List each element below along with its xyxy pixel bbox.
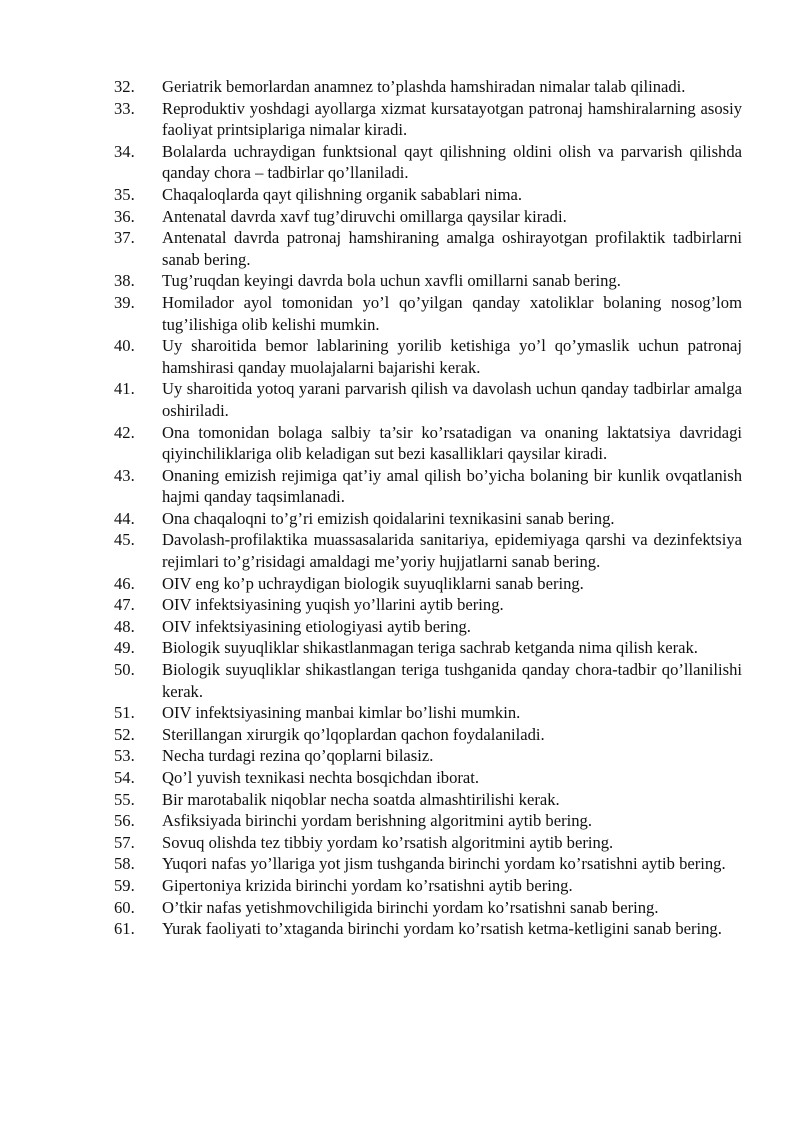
question-item — [114, 270, 742, 292]
question-item — [114, 616, 742, 638]
question-number: 60. — [114, 897, 135, 917]
question-item — [114, 335, 742, 378]
question-number: 42. — [114, 422, 135, 442]
question-item — [114, 227, 742, 270]
question-number: 48. — [114, 616, 135, 636]
question-text: Asfiksiyada birinchi yordam berishning algoritmini aytib bering. — [162, 811, 592, 831]
question-text: Ona chaqaloqni to’g’ri emizish qoidalarini texnikasini sanab bering. — [162, 508, 615, 528]
question-number: 40. — [114, 336, 135, 356]
question-item — [114, 724, 742, 746]
question-number: 34. — [114, 141, 135, 161]
question-item — [114, 702, 742, 724]
question-text: Biologik suyuqliklar shikastlanmagan teriga sachrab ketganda nima qilish kerak. — [162, 638, 698, 658]
question-item — [114, 637, 742, 659]
question-text: Antenatal davrda patronaj hamshiraning amalga oshirayotgan profilaktik tadbirlarni sanab bering. — [162, 228, 742, 269]
question-text: O’tkir nafas yetishmovchiligida birinchi yordam ko’rsatishni sanab bering. — [162, 897, 659, 917]
question-item — [114, 206, 742, 228]
question-item — [114, 594, 742, 616]
question-number: 57. — [114, 832, 135, 852]
question-number: 47. — [114, 595, 135, 615]
question-number: 41. — [114, 379, 135, 399]
question-item — [114, 573, 742, 595]
question-number: 46. — [114, 573, 135, 593]
question-text: Sovuq olishda tez tibbiy yordam ko’rsatish algoritmini aytib bering. — [162, 832, 614, 852]
question-text: OIV infektsiyasining manbai kimlar bo’lishi mumkin. — [162, 703, 521, 723]
question-text: Antenatal davrda xavf tug’diruvchi omillarga qaysilar kiradi. — [162, 206, 567, 226]
question-item — [114, 76, 742, 98]
question-item — [114, 767, 742, 789]
question-item — [114, 465, 742, 508]
question-number: 44. — [114, 508, 135, 528]
question-text: Biologik suyuqliklar shikastlangan teriga tushganida qanday chora-tadbir qo’llanilishi kerak. — [162, 660, 742, 701]
question-number: 38. — [114, 271, 135, 291]
question-text: OIV infektsiyasining yuqish yo’llarini aytib bering. — [162, 595, 504, 615]
question-item — [114, 789, 742, 811]
question-item — [114, 508, 742, 530]
question-item — [114, 659, 742, 702]
question-number: 35. — [114, 184, 135, 204]
question-item — [114, 529, 742, 572]
question-number: 58. — [114, 854, 135, 874]
question-text: Davolash-profilaktika muassasalarida sanitariya, epidemiyaga qarshi va dezinfektsiya rejimlari to’g’risidagi amaldagi me’yoriy hujjatlarni sanab bering. — [162, 530, 742, 572]
question-item — [114, 810, 742, 832]
question-text: Homilador ayol tomonidan yo’l qo’yilgan qanday xatoliklar bolaning nosog’lom tug’ilishiga olib kelishi mumkin. — [162, 292, 742, 334]
question-text: Sterillangan xirurgik qo’lqoplardan qachon foydalaniladi. — [162, 724, 545, 744]
question-item — [114, 745, 742, 767]
question-text: Geriatrik bemorlardan anamnez to’plashda hamshiradan nimalar talab qilinadi. — [162, 77, 686, 96]
question-item — [114, 897, 742, 919]
question-number: 56. — [114, 811, 135, 831]
question-number: 53. — [114, 746, 135, 766]
question-text: OIV infektsiyasining etiologiyasi aytib bering. — [162, 616, 471, 636]
question-number: 49. — [114, 638, 135, 658]
question-number: 59. — [114, 875, 135, 895]
question-item — [114, 378, 742, 421]
question-text: Bolalarda uchraydigan funktsional qayt qilishning oldini olish va parvarish qilishda qanday chora – tadbirlar qo’llaniladi. — [162, 141, 742, 183]
question-number: 32. — [114, 77, 135, 96]
question-item — [114, 292, 742, 335]
question-item — [114, 918, 742, 940]
question-text: Gipertoniya krizida birinchi yordam ko’rsatishni aytib bering. — [162, 875, 573, 895]
question-item — [114, 875, 742, 897]
question-text: Chaqaloqlarda qayt qilishning organik sabablari nima. — [162, 184, 523, 204]
question-text: Ona tomonidan bolaga salbiy ta’sir ko’rsatadigan va onaning laktatsiya davridagi qiyinchiliklariga olib keladigan sut bezi kasalliklari qaysilar kiradi. — [162, 422, 742, 464]
question-item — [114, 184, 742, 206]
question-item — [114, 853, 742, 875]
question-text: Necha turdagi rezina qo’qoplarni bilasiz. — [162, 746, 434, 766]
question-text: Yuqori nafas yo’llariga yot jism tushganda birinchi yordam ko’rsatishni aytib bering. — [162, 854, 726, 874]
question-number: 43. — [114, 465, 135, 485]
question-text: Bir marotabalik niqoblar necha soatda almashtirilishi kerak. — [162, 789, 560, 809]
question-text: Reproduktiv yoshdagi ayollarga xizmat kursatayotgan patronaj hamshiralarning asosiy faoliyat printsiplariga nimalar kiradi. — [162, 98, 742, 140]
question-number: 54. — [114, 768, 135, 787]
question-number: 33. — [114, 98, 135, 118]
question-text: Uy sharoitida bemor lablarining yorilib ketishiga yo’l qo’ymaslik uchun patronaj hamshirasi qanday muolajalarni bajarishi kerak. — [162, 336, 742, 377]
question-list — [114, 76, 742, 940]
question-number: 37. — [114, 228, 135, 248]
question-text: OIV eng ko’p uchraydigan biologik suyuqliklarni sanab bering. — [162, 573, 584, 593]
question-text: Yurak faoliyati to’xtaganda birinchi yordam ko’rsatish ketma-ketligini sanab bering. — [162, 919, 722, 939]
question-text: Onaning emizish rejimiga qat’iy amal qilish bo’yicha bolaning bir kunlik ovqatlanish hajmi qanday taqsimlanadi. — [162, 465, 742, 507]
question-number: 55. — [114, 789, 135, 809]
question-number: 50. — [114, 660, 135, 680]
question-text: Tug’ruqdan keyingi davrda bola uchun xavfli omillarni sanab bering. — [162, 271, 621, 291]
question-number: 45. — [114, 530, 135, 550]
question-item — [114, 141, 742, 184]
question-item — [114, 98, 742, 141]
question-text: Qo’l yuvish texnikasi nechta bosqichdan iborat. — [162, 768, 480, 787]
question-number: 36. — [114, 206, 135, 226]
question-number: 39. — [114, 292, 135, 312]
question-text: Uy sharoitida yotoq yarani parvarish qilish va davolash uchun qanday tadbirlar amalga oshiriladi. — [162, 379, 742, 420]
question-item — [114, 422, 742, 465]
question-number: 61. — [114, 919, 135, 939]
question-number: 52. — [114, 724, 135, 744]
question-number: 51. — [114, 703, 135, 723]
question-item — [114, 832, 742, 854]
